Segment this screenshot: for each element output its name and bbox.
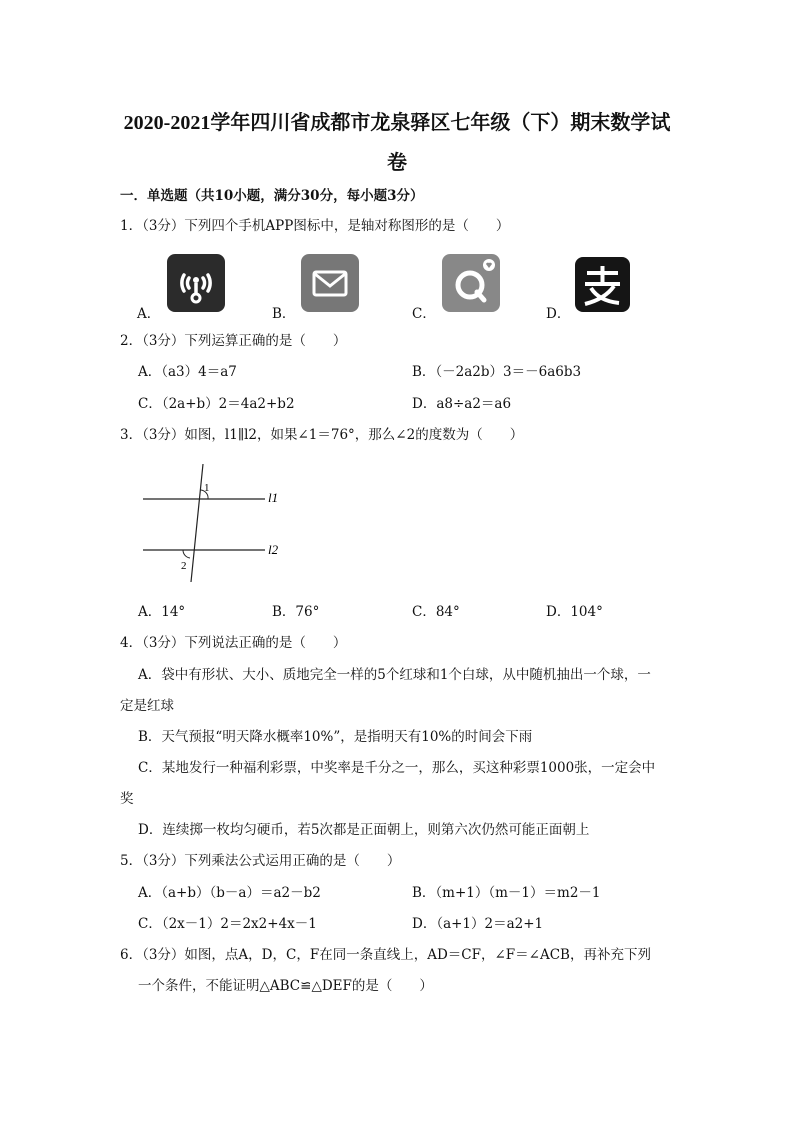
q3-stem: 3．（3分）如图，l1∥l2，如果∠1＝76°，那么∠2的度数为（ ） <box>120 427 524 443</box>
q4-option-b: B．天气预报“明天降水概率10%”，是指明天有10%的时间会下雨 <box>138 729 533 745</box>
q3-option-b: B．76° <box>272 604 320 620</box>
q2-option-b: B．（－2a2b）3＝－6a6b3 <box>412 364 582 380</box>
q6-stem-line2: 一个条件，不能证明△ABC≌△DEF的是（ ） <box>138 978 433 994</box>
q4-option-a-line2: 定是红球 <box>120 698 174 714</box>
q3-option-a: A．14° <box>138 604 186 620</box>
q5-option-c: C．（2x－1）2＝2x2+4x－1 <box>138 916 317 932</box>
parallel-lines-figure <box>138 458 298 586</box>
q3-option-d: D．104° <box>546 604 603 620</box>
q2-option-c: C．（2a+b）2＝4a2+b2 <box>138 396 295 412</box>
paper-title-line1: 2020-2021学年四川省成都市龙泉驿区七年级（下）期末数学试 <box>123 112 671 134</box>
q5-option-b: B．（m+1）（m－1）＝m2－1 <box>412 885 601 901</box>
q1-option-b-label: B． <box>272 306 296 322</box>
mail-icon <box>301 254 359 312</box>
q5-stem: 5．（3分）下列乘法公式运用正确的是（ ） <box>120 853 401 869</box>
q2-option-a: A．（a3）4＝a7 <box>138 364 237 380</box>
section-heading: 一．单选题（共10小题，满分30分，每小题3分） <box>120 188 424 204</box>
angle2-arc <box>183 550 190 558</box>
q1-option-d-label: D． <box>546 306 571 322</box>
q5-option-d: D．（a+1）2＝a2+1 <box>412 916 544 932</box>
search-q-icon <box>442 254 500 312</box>
alipay-icon <box>575 257 630 312</box>
q1-stem: 1．（3分）下列四个手机APP图标中，是轴对称图形的是（ ） <box>120 218 510 234</box>
q4-stem: 4．（3分）下列说法正确的是（ ） <box>120 635 347 651</box>
line-l2-label: l2 <box>268 542 279 557</box>
q3-option-c: C．84° <box>412 604 460 620</box>
q4-option-c-line1: C．某地发行一种福利彩票，中奖率是千分之一，那么，买这种彩票1000张，一定会中 <box>138 760 656 776</box>
line-l1-label: l1 <box>268 490 279 505</box>
q4-option-d: D．连续掷一枚均匀硬币，若5次都是正面朝上，则第六次仍然可能正面朝上 <box>138 822 590 838</box>
q5-option-a: A．（a+b）（b－a）＝a2－b2 <box>138 885 321 901</box>
transversal-line <box>191 464 203 582</box>
q1-option-a-label: A． <box>137 306 161 322</box>
q4-option-c-line2: 奖 <box>120 791 134 807</box>
q2-stem: 2．（3分）下列运算正确的是（ ） <box>120 333 347 349</box>
q4-option-a-line1: A．袋中有形状、大小、质地完全一样的5个红球和1个白球，从中随机抽出一个球，一 <box>138 667 651 683</box>
wifi-key-icon <box>167 254 225 312</box>
angle1-label: 1 <box>204 482 210 494</box>
paper-title-line2: 卷 <box>387 152 407 174</box>
q1-option-c-label: C． <box>412 306 436 322</box>
q2-option-d: D．a8÷a2＝a6 <box>412 396 512 412</box>
q6-stem-line1: 6．（3分）如图，点A，D，C，F在同一条直线上，AD＝CF，∠F＝∠ACB，再补充下列 <box>120 947 651 963</box>
angle2-label: 2 <box>181 560 187 572</box>
